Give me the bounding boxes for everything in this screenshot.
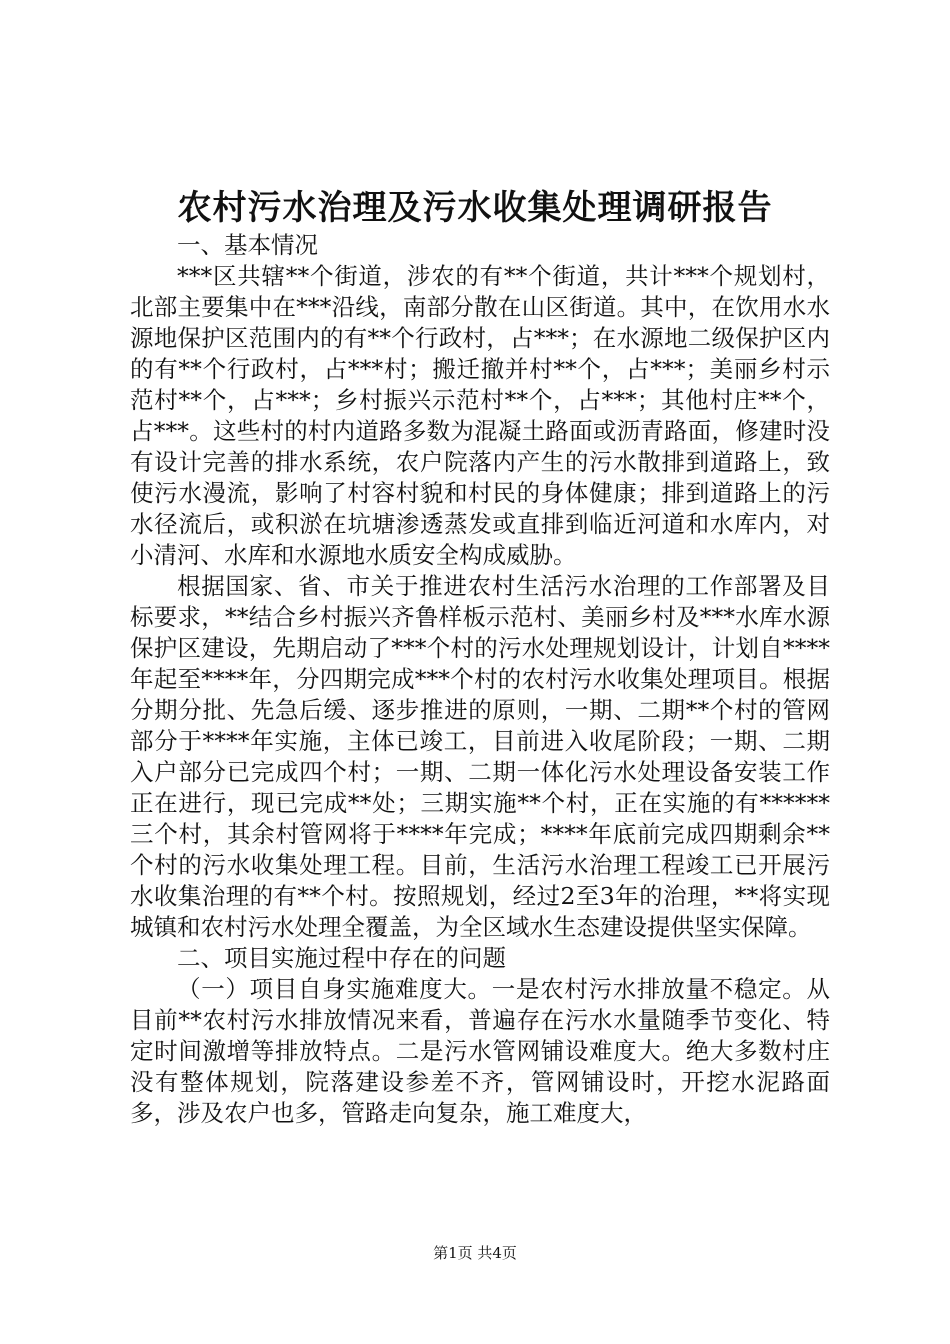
body-paragraph: 根据国家、省、市关于推进农村生活污水治理的工作部署及目标要求，**结合乡村振兴齐鲁样板示范村、美丽乡村及***水库水源保护区建设，先期启动了***个村的污水处理规划设计，计划自****年起至****年，分四期完成***个村的农村污水收集处理项目。根据分期分批、先急后缓、逐步推进的原则，一期、二期**个村的管网部分于****年实施，主体已竣工，目前进入收尾阶段；一期、二期入户部分已完成四个村；一期、二期一体化污水处理设备安装工作正在进行，现已完成**处；三期实施**个村，正在实施的有******三个村，其余村管网将于****年完成；****年底前完成四期剩余**个村的污水收集处理工程。目前，生活污水治理工程竣工已开展污水收集治理的有**个村。按照规划，经过2至3年的治理，**将实现城镇和农村污水处理全覆盖，为全区域水生态建设提供坚实保障。: [130, 572, 830, 941]
section-heading-basic-situation: 一、基本情况: [177, 231, 318, 259]
document-title: 农村污水治理及污水收集处理调研报告: [177, 188, 773, 228]
document-body: [130, 230, 830, 1129]
section-heading-problems: 二、项目实施过程中存在的问题: [177, 944, 506, 972]
page-footer: 第1页 共4页: [433, 1244, 517, 1262]
body-paragraph: （一）项目自身实施难度大。一是农村污水排放量不稳定。从目前**农村污水排放情况来看，普遍存在污水水量随季节变化、特定时间激增等排放特点。二是污水管网铺设难度大。绝大多数村庄没有整体规划，院落建设参差不齐，管网铺设时，开挖水泥路面多，涉及农户也多，管路走向复杂，施工难度大，: [130, 975, 830, 1127]
body-paragraph: ***区共辖**个街道，涉农的有**个街道，共计***个规划村，北部主要集中在***沿线，南部分散在山区街道。其中，在饮用水水源地保护区范围内的有**个行政村，占***；在水源地二级保护区内的有**个行政村，占***村；搬迁撤并村**个，占***；美丽乡村示范村**个，占***；乡村振兴示范村**个，占***；其他村庄**个，占***。这些村的村内道路多数为混凝土路面或沥青路面，修建时没有设计完善的排水系统，农户院落内产生的污水散排到道路上，致使污水漫流，影响了村容村貌和村民的身体健康；排到道路上的污水径流后，或积淤在坑塘渗透蒸发或直排到临近河道和水库内，对小清河、水库和水源地水质安全构成威胁。: [130, 262, 830, 569]
